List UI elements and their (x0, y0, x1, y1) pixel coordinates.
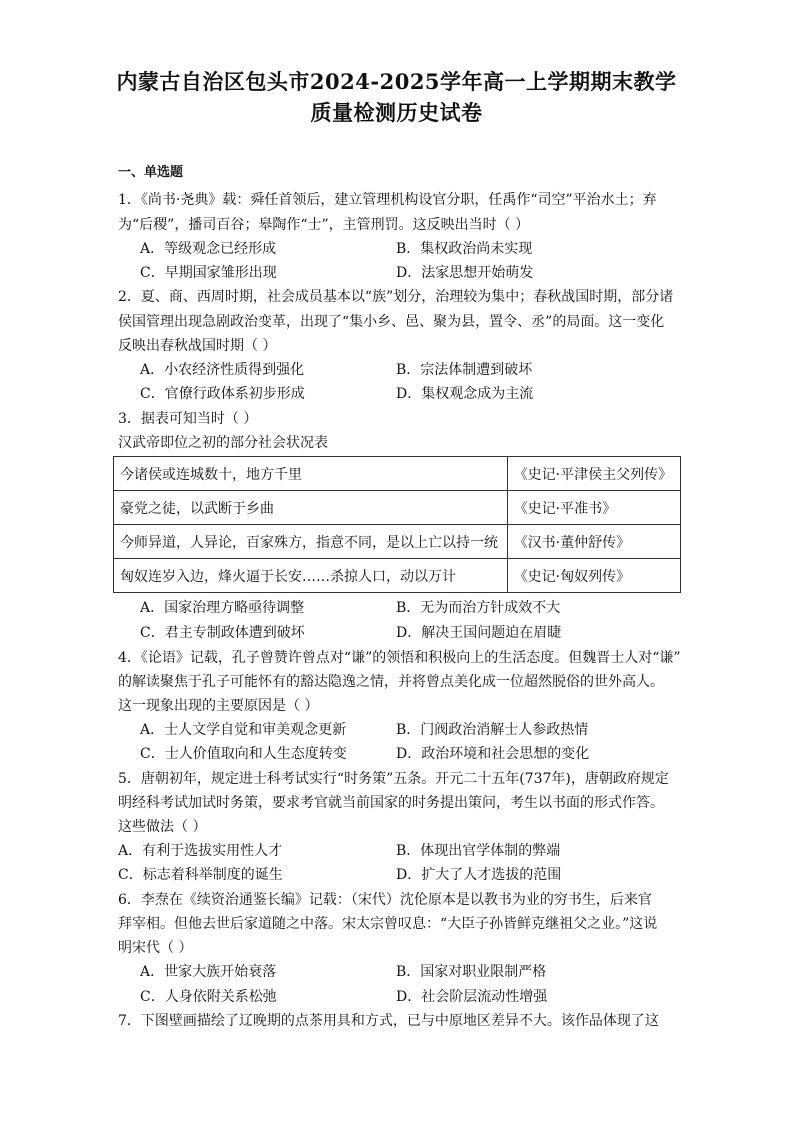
question-text: 反映出春秋战国时期（ ） (118, 338, 277, 354)
page-title: 内蒙古自治区包头市2024-2025学年高一上学期期末教学 (116, 69, 677, 94)
question-text: 3．据表可知当时（ ） (118, 411, 258, 427)
option-b: B．无为而治方针成效不大 (396, 600, 561, 616)
table-cell-quote: 今诸侯或连城数十，地方千里 (114, 457, 508, 491)
page-subtitle: 质量检测历史试卷 (310, 100, 483, 125)
question-text: 6．李焘在《续资治通鉴长编》记载：（宋代）沈伦原本是以教书为业的穷书生，后来官 (118, 892, 652, 908)
option-d: D．扩大了人才选拔的范围 (396, 867, 562, 883)
option-a: A．士人文学自觉和审美观念更新 (140, 722, 347, 738)
section-heading: 一、单选题 (118, 165, 184, 180)
table-cell-source: 《史记·匈奴列传》 (507, 559, 680, 593)
option-a: A．等级观念已经形成 (140, 241, 277, 257)
option-d: D．政治环境和社会思想的变化 (396, 746, 590, 762)
option-c: C．君主专制政体遭到破坏 (140, 625, 305, 641)
question-text: 明宋代（ ） (118, 940, 193, 956)
question-text: 7．下图壁画描绘了辽晚期的点茶用具和方式，已与中原地区差异不大。该作品体现了这 (118, 1013, 659, 1029)
option-d: D．解决王国问题迫在眉睫 (396, 625, 562, 641)
option-d: D．法家思想开始萌发 (396, 265, 534, 281)
table-row (114, 457, 681, 491)
question-text: 明经科考试加试时务策，要求考官就当前国家的时务提出策问，考生以书面的形式作答。 (118, 795, 664, 811)
question-text: 侯国管理出现急剧政治变革，出现了“集小乡、邑、聚为县，置令、丞”的局面。这一变化 (118, 314, 665, 330)
question-text: 2．夏、商、西周时期，社会成员基本以“族”划分，治理较为集中；春秋战国时期，部分诸 (118, 289, 674, 305)
table-caption: 汉武帝即位之初的部分社会状况表 (118, 435, 328, 451)
question-text: 为“后稷”，播司百谷；皋陶作“士”，主管刑罚。这反映出当时（ ） (118, 217, 530, 233)
option-c: C．士人价值取向和人生态度转变 (140, 746, 347, 762)
option-c: C．官僚行政体系初步形成 (140, 386, 305, 402)
table-cell-source: 《史记·平准书》 (507, 491, 680, 525)
table-cell-source: 《汉书·董仲舒传》 (507, 525, 680, 559)
question-text: 这些做法（ ） (118, 819, 207, 835)
option-c: C．人身依附关系松弛 (140, 989, 277, 1005)
table-cell-quote: 豪党之徒，以武断于乡曲 (114, 491, 508, 525)
table-row (114, 491, 681, 525)
option-a: A．国家治理方略亟待调整 (140, 600, 305, 616)
table-cell-source: 《史记·平津侯主父列传》 (507, 457, 680, 491)
option-c: C．早期国家雏形出现 (140, 265, 277, 281)
option-b: B．门阀政治消解士人参政热情 (396, 722, 589, 738)
question-text: 1．《尚书·尧典》载：舜任首领后，建立管理机构设官分职，任禹作“司空”平治水土；弃 (118, 192, 657, 208)
table-cell-quote: 匈奴连岁入边，烽火逼于长安……杀掠人口，动以万计 (114, 559, 508, 593)
option-a: A．有利于选拔实用性人才 (118, 843, 283, 859)
question-text: 4．《论语》记载，孔子曾赞许曾点对“谦”的领悟和积极向上的生活态度。但魏晋士人对“谦” (118, 650, 681, 666)
question-text: 拜宰相。但他去世后家道随之中落。宋太宗曾叹息：“大臣子孙皆鲜克继祖父之业。”这说 (118, 916, 658, 932)
option-b: B．宗法体制遭到破坏 (396, 362, 533, 378)
table-cell-quote: 今师异道，人异论，百家殊方，指意不同，是以上亡以持一统 (114, 525, 508, 559)
question-text: 5．唐朝初年，规定进士科考试实行“时务策”五条。开元二十五年(737年)，唐朝政府规定 (118, 771, 669, 787)
option-c: C．标志着科举制度的诞生 (118, 867, 283, 883)
option-d: D．集权观念成为主流 (396, 386, 534, 402)
table-row (114, 525, 681, 559)
table-row (114, 559, 681, 593)
option-b: B．体现出官学体制的弊端 (396, 843, 561, 859)
option-a: A．世家大族开始衰落 (140, 964, 277, 980)
option-d: D．社会阶层流动性增强 (396, 989, 548, 1005)
source-table (113, 456, 681, 593)
option-b: B．国家对职业限制严格 (396, 964, 547, 980)
question-text: 的解读聚焦于孔子可能怀有的豁达隐逸之情，并将曾点美化成一位超然脱俗的世外高人。 (118, 674, 664, 690)
option-a: A．小农经济性质得到强化 (140, 362, 305, 378)
question-text: 这一现象出现的主要原因是（ ） (118, 698, 319, 714)
option-b: B．集权政治尚未实现 (396, 241, 533, 257)
